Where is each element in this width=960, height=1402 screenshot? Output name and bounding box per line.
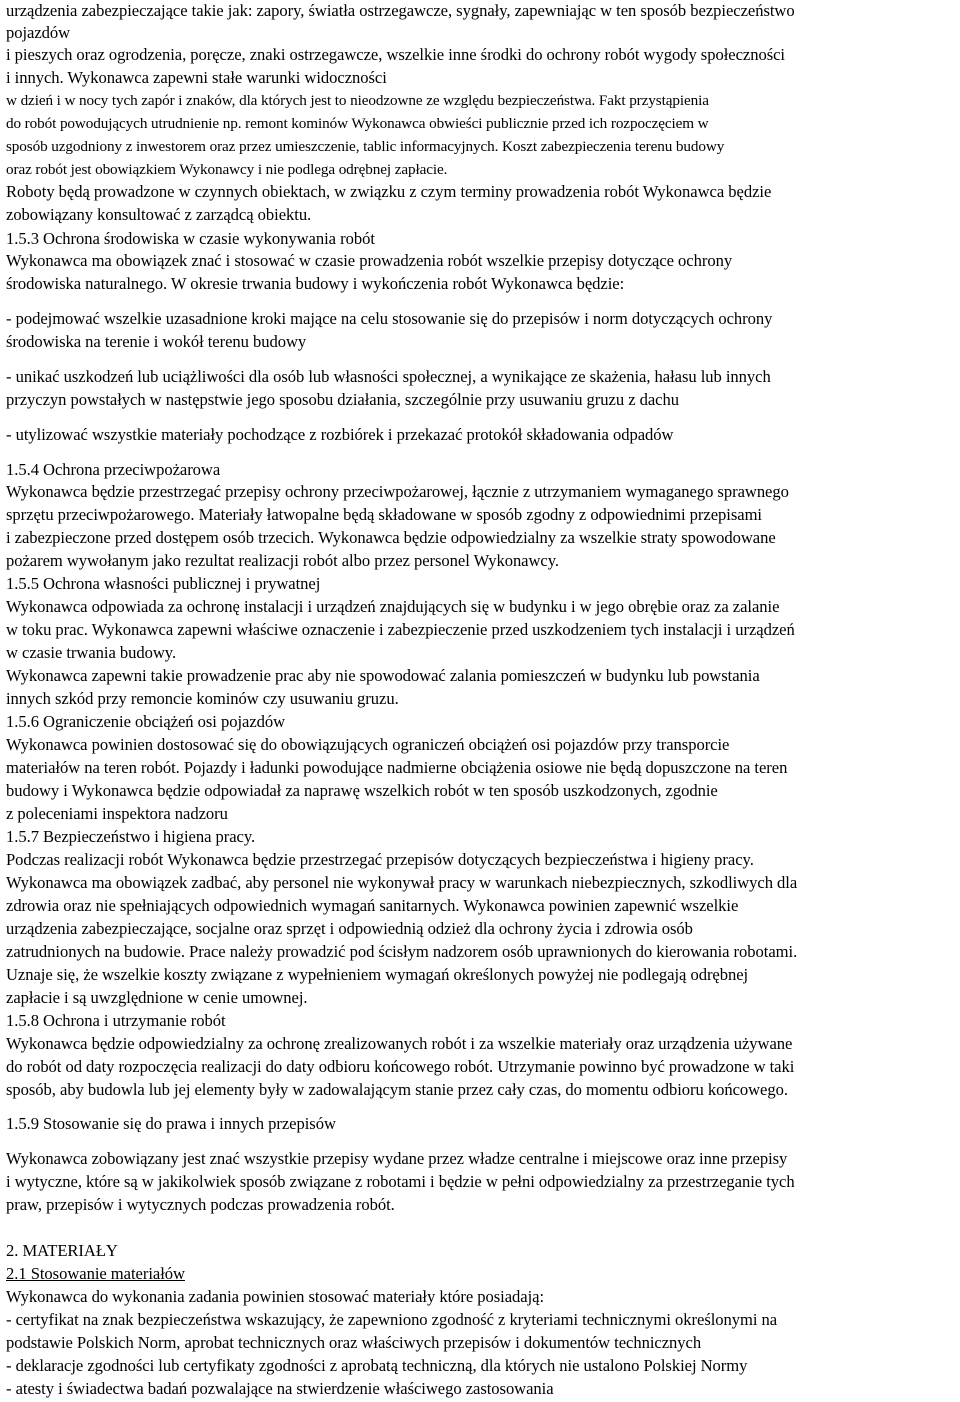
text-line: Wykonawca będzie odpowiedzialny za ochronę zrealizowanych robót i za wszelkie materiały oraz urządzenia używane [6,1034,793,1053]
text-line: sposób uzgodniony z inwestorem oraz przez umieszczenie, tablic informacyjnych. Koszt zabezpieczenia terenu budowy [6,138,725,155]
text-line: sprzętu przeciwpożarowego. Materiały łatwopalne będą składowane w sposób zgodny z odpowiednimi przepisami [6,505,762,524]
text-line: w dzień i w nocy tych zapór i znaków, dla których jest to nieodzowne ze względu bezpieczeństwa. Fakt przystąpienia [6,92,709,109]
section-heading: 1.5.8 Ochrona i utrzymanie robót [6,1011,226,1030]
text-line: materiałów na teren robót. Pojazdy i ładunki powodujące nadmierne obciążenia osiowe nie będą dopuszczone na teren [6,758,788,777]
text-line: Wykonawca zobowiązany jest znać wszystkie przepisy wydane przez władze centralne i miejscowe oraz inne przepisy [6,1149,788,1168]
text-line: w czasie trwania budowy. [6,643,177,662]
text-line: Wykonawca będzie przestrzegać przepisy ochrony przeciwpożarowej, łącznie z utrzymaniem wymaganego sprawnego [6,482,789,501]
text-line: zdrowia oraz nie spełniających odpowiednich wymagań sanitarnych. Wykonawca powinien zapewnić wszelkie [6,896,739,915]
text-line: Roboty będą prowadzone w czynnych obiektach, w związku z czym terminy prowadzenia robót Wykonawca będzie [6,182,772,201]
text-line: do robót od daty rozpoczęcia realizacji do daty odbioru końcowego robót. Utrzymanie powinno być prowadzone w taki [6,1057,795,1076]
text-line: budowy i Wykonawca będzie odpowiadał za naprawę wszelkich robót w ten sposób uszkodzonych, zgodnie [6,781,718,800]
section-heading: 1.5.7 Bezpieczeństwo i higiena pracy. [6,827,256,846]
section-heading: 1.5.6 Ograniczenie obciążeń osi pojazdów [6,712,286,731]
chapter-heading: 2. MATERIAŁY [6,1241,118,1260]
text-line: pożarem wywołanym jako rezultat realizacji robót albo przez personel Wykonawcy. [6,551,560,570]
text-line: i zabezpieczone przed dostępem osób trzecich. Wykonawca będzie odpowiedzialny za wszelkie straty spowodowane [6,528,776,547]
text-line: w toku prac. Wykonawca zapewni właściwe oznaczenie i zabezpieczenie przed uszkodzeniem tych instalacji i urządzeń [6,620,795,639]
text-line: do robót powodujących utrudnienie np. remont kominów Wykonawca obwieści publicznie przed ich rozpoczęciem w [6,115,709,132]
list-item: - unikać uszkodzeń lub uciążliwości dla osób lub własności społecznej, a wynikające ze skażenia, hałasu lub innych [6,367,771,386]
list-item: - utylizować wszystkie materiały pochodzące z rozbiórek i przekazać protokół składowania odpadów [6,425,674,444]
text-line: zobowiązany konsultować z zarządcą obiektu. [6,205,312,224]
text-line: Wykonawca do wykonania zadania powinien stosować materiały które posiadają: [6,1287,545,1306]
list-item: - podejmować wszelkie uzasadnione kroki mające na celu stosowanie się do przepisów i norm dotyczących ochrony [6,309,773,328]
text-line: Wykonawca ma obowiązek znać i stosować w czasie prowadzenia robót wszelkie przepisy dotyczące ochrony [6,251,733,270]
text-line: Wykonawca ma obowiązek zadbać, aby personel nie wykonywał pracy w warunkach niebezpiecznych, szkodliwych dla [6,873,798,892]
text-line: środowiska naturalnego. W okresie trwania budowy i wykończenia robót Wykonawca będzie: [6,274,625,293]
subsection-heading: 2.1 Stosowanie materiałów [6,1264,185,1283]
text-line: i innych. Wykonawca zapewni stałe warunki widoczności [6,68,387,87]
text-line: i pieszych oraz ogrodzenia, poręcze, znaki ostrzegawcze, wszelkie inne środki do ochrony robót wygody społeczności [6,45,785,64]
text-line: zapłacie i są uwzględnione w cenie umownej. [6,988,308,1007]
text-line: praw, przepisów i wytycznych podczas prowadzenia robót. [6,1195,395,1214]
text-line: sposób, aby budowla lub jej elementy były w zadowalającym stanie przez cały czas, do momentu odbioru końcowego. [6,1080,788,1099]
text-line: oraz robót jest obowiązkiem Wykonawcy i nie podlega odrębnej zapłacie. [6,161,448,178]
section-heading: 1.5.5 Ochrona własności publicznej i prywatnej [6,574,321,593]
text-line: Wykonawca zapewni takie prowadzenie prac aby nie spowodować zalania pomieszczeń w budynku lub powstania [6,666,760,685]
list-item: - certyfikat na znak bezpieczeństwa wskazujący, że zapewniono zgodność z kryteriami technicznymi określonymi na [6,1310,778,1329]
text-line: podstawie Polskich Norm, aprobat technicznych oraz właściwych przepisów i dokumentów technicznych [6,1333,702,1352]
text-line: Uznaje się, że wszelkie koszty związane z wypełnieniem wymagań określonych powyżej nie podlegają odrębnej [6,965,749,984]
text-line: pojazdów [6,23,71,42]
text-line: z poleceniami inspektora nadzoru [6,804,228,823]
text-line: i wytyczne, które są w jakikolwiek sposób związane z robotami i będzie w pełni odpowiedzialny za przestrzeganie tych [6,1172,795,1191]
section-heading: 1.5.3 Ochrona środowiska w czasie wykonywania robót [6,229,375,248]
text-line: urządzenia zabezpieczające takie jak: zapory, światła ostrzegawcze, sygnały, zapewniając w ten sposób bezpieczeństwo [6,1,795,20]
section-heading: 1.5.4 Ochrona przeciwpożarowa [6,460,221,479]
text-line: Wykonawca powinien dostosować się do obowiązujących ograniczeń obciążeń osi pojazdów przy transporcie [6,735,730,754]
list-item: - atesty i świadectwa badań pozwalające na stwierdzenie właściwego zastosowania [6,1379,554,1398]
list-item: - deklaracje zgodności lub certyfikaty zgodności z aprobatą techniczną, dla których nie ustalono Polskiej Normy [6,1356,748,1375]
text-line: innych szkód przy remoncie kominów czy usuwaniu gruzu. [6,689,399,708]
text-line: urządzenia zabezpieczające, socjalne oraz sprzęt i odpowiednią odzież dla ochrony życia i zdrowia osób [6,919,693,938]
text-line: Wykonawca odpowiada za ochronę instalacji i urządzeń znajdujących się w budynku i w jego obrębie oraz za zalanie [6,597,780,616]
text-line: zatrudnionych na budowie. Prace należy prowadzić pod ścisłym nadzorem osób uprawnionych do kierowania robotami. [6,942,798,961]
text-line: przyczyn powstałych w następstwie jego sposobu działania, szczególnie przy usuwaniu gruzu z dachu [6,390,679,409]
section-heading: 1.5.9 Stosowanie się do prawa i innych przepisów [6,1114,336,1133]
text-line: środowiska na terenie i wokół terenu budowy [6,332,307,351]
text-line: Podczas realizacji robót Wykonawca będzie przestrzegać przepisów dotyczących bezpieczeństwa i higieny pracy. [6,850,754,869]
